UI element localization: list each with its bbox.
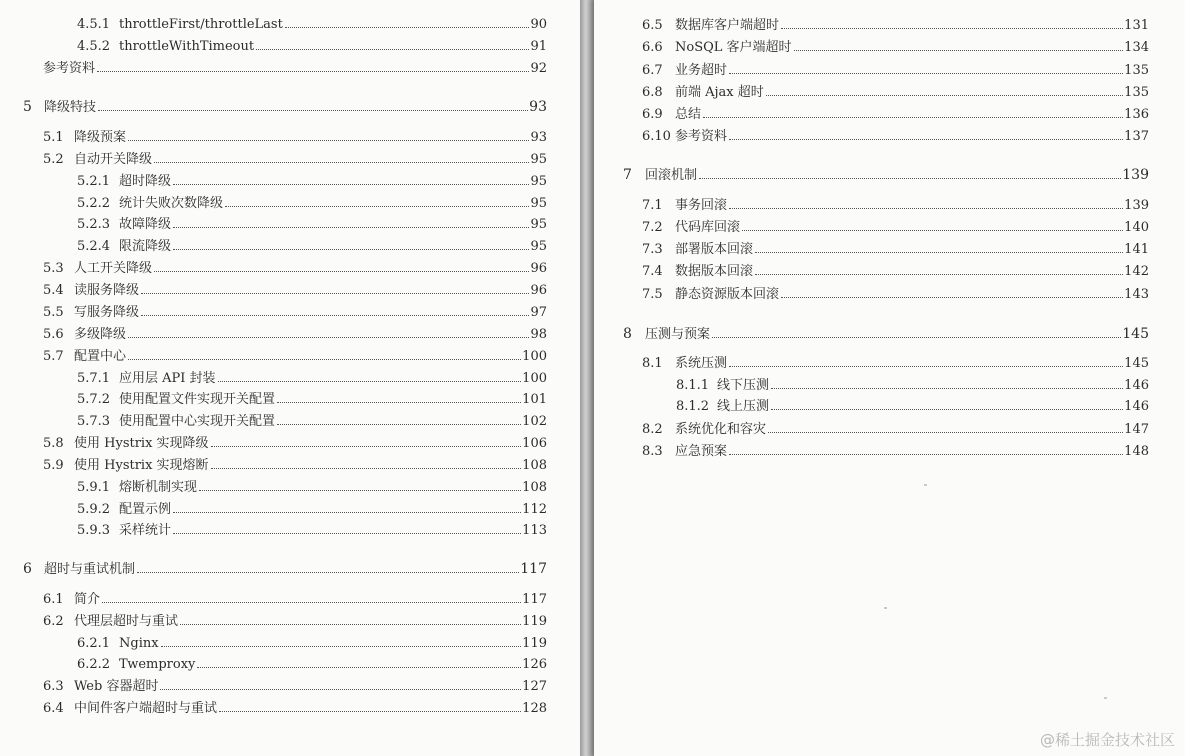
dot-leader <box>102 602 521 603</box>
toc-entry-number: 6.9 <box>642 107 663 122</box>
toc-entry-number: 5.7.2 <box>77 392 111 407</box>
toc-entry-number: 6 <box>23 561 32 577</box>
dot-leader <box>154 271 529 272</box>
dot-leader <box>173 227 529 228</box>
dot-leader <box>699 178 1121 179</box>
toc-entry-page-number: 91 <box>530 39 547 54</box>
dot-leader <box>180 624 521 625</box>
toc-entry-title: 使用配置文件实现开关配置 <box>119 392 276 407</box>
toc-entry-page-number: 134 <box>1124 40 1149 55</box>
toc-entry-number: 5.2.2 <box>77 196 111 211</box>
toc-entry <box>642 264 1149 280</box>
toc-entry <box>43 130 547 146</box>
dot-leader <box>729 366 1123 367</box>
dot-leader <box>211 446 522 447</box>
toc-entry-page-number: 101 <box>522 392 547 407</box>
toc-entry <box>77 39 547 55</box>
toc-entry-number: 6.2.2 <box>77 657 111 672</box>
toc-entry-page-number: 97 <box>530 305 547 320</box>
dot-leader <box>128 359 521 360</box>
toc-entry <box>676 399 1149 415</box>
toc-entry <box>43 327 547 343</box>
dot-leader <box>128 337 529 338</box>
toc-entry-page-number: 95 <box>530 152 547 167</box>
toc-entry-title: 事务回滚 <box>675 198 728 213</box>
toc-entry-page-number: 137 <box>1124 129 1149 144</box>
toc-entry-title: NoSQL 客户端超时 <box>675 40 792 55</box>
toc-entry <box>43 152 547 168</box>
toc-entry-page-number: 100 <box>522 349 547 364</box>
dot-leader <box>173 512 521 513</box>
toc-entry-title: 人工开关降级 <box>74 261 153 276</box>
toc-entry-title: 写服务降级 <box>74 305 140 320</box>
toc-entry <box>642 287 1149 303</box>
toc-entry-title: 使用 Hystrix 实现降级 <box>74 436 209 451</box>
toc-entry <box>43 614 547 630</box>
dot-leader <box>729 454 1123 455</box>
dot-leader <box>173 249 529 250</box>
toc-entry-number: 5 <box>23 99 32 115</box>
dot-leader <box>128 140 529 141</box>
dot-leader <box>285 27 530 28</box>
toc-entry-number: 5.9.2 <box>77 502 111 517</box>
dot-leader <box>771 409 1123 410</box>
toc-entry-page-number: 108 <box>522 458 547 473</box>
toc-entry <box>623 167 1149 184</box>
toc-entry <box>77 523 547 539</box>
dot-leader <box>141 293 529 294</box>
toc-entry-page-number: 102 <box>522 414 547 429</box>
toc-entry <box>23 561 547 578</box>
toc-entry <box>43 679 547 695</box>
toc-entry-title: Twemproxy <box>119 657 196 672</box>
toc-entry-page-number: 140 <box>1124 220 1149 235</box>
toc-entry <box>43 261 547 277</box>
toc-entry-number: 5.2 <box>43 152 64 167</box>
toc-entry <box>77 392 547 408</box>
toc-entry-number: 5.3 <box>43 261 64 276</box>
toc-entry-number: 4.5.2 <box>77 39 111 54</box>
toc-entry-title: 超时与重试机制 <box>44 562 136 577</box>
toc-entry-number: 6.5 <box>642 18 663 33</box>
toc-entry-title: 系统压测 <box>675 356 728 371</box>
toc-entry-page-number: 127 <box>522 679 547 694</box>
toc-entry <box>642 422 1149 438</box>
toc-entry-title: 应急预案 <box>675 444 728 459</box>
toc-entry-number: 6.7 <box>642 63 663 78</box>
toc-entry-title: 中间件客户端超时与重试 <box>74 701 218 716</box>
toc-entry-number: 5.5 <box>43 305 64 320</box>
toc-entry-page-number: 126 <box>522 657 547 672</box>
toc-entry-page-number: 145 <box>1124 356 1149 371</box>
watermark-text: @稀土掘金技术社区 <box>1039 731 1175 749</box>
toc-entry <box>77 502 547 518</box>
toc-entry <box>43 701 547 717</box>
toc-entry-number: 5.9.3 <box>77 523 111 538</box>
toc-entry-number: 7.2 <box>642 220 663 235</box>
dot-leader <box>277 424 521 425</box>
toc-entry-title: Web 容器超时 <box>74 679 159 694</box>
toc-entry-number: 5.2.3 <box>77 217 111 232</box>
toc-entry-number: 5.7.1 <box>77 371 111 386</box>
toc-entry <box>77 17 547 33</box>
dot-leader <box>729 73 1123 74</box>
toc-entry-title: throttleWithTimeout <box>119 39 255 54</box>
dot-leader <box>141 315 529 316</box>
toc-entry-title: 使用配置中心实现开关配置 <box>119 414 276 429</box>
toc-entry-title: 故障降级 <box>119 217 172 232</box>
toc-entry-number: 6.2 <box>43 614 64 629</box>
toc-entry <box>43 436 547 452</box>
toc-entry <box>642 444 1149 460</box>
toc-entry <box>77 371 547 387</box>
toc-entry-number: 8.1 <box>642 356 663 371</box>
dot-leader <box>199 490 521 491</box>
toc-entry-number: 6.1 <box>43 592 64 607</box>
toc-entry-title: 熔断机制实现 <box>119 480 198 495</box>
toc-entry <box>23 99 547 116</box>
toc-entry <box>77 480 547 496</box>
toc-entry-number: 5.6 <box>43 327 64 342</box>
toc-entry-page-number: 135 <box>1124 63 1149 78</box>
dot-leader <box>729 208 1123 209</box>
toc-entry-number: 8.1.2 <box>676 399 710 414</box>
toc-entry-number: 5.1 <box>43 130 64 145</box>
dot-leader <box>781 28 1123 29</box>
toc-entry-number: 5.2.4 <box>77 239 111 254</box>
dot-leader <box>219 711 521 712</box>
toc-entry-page-number: 113 <box>522 523 547 538</box>
toc-entry <box>43 458 547 474</box>
toc-entry <box>642 220 1149 236</box>
toc-entry-title: 限流降级 <box>119 239 172 254</box>
toc-entry-page-number: 131 <box>1124 18 1149 33</box>
toc-entry <box>642 18 1149 34</box>
dot-leader <box>97 71 529 72</box>
toc-entry-number: 4.5.1 <box>77 17 111 32</box>
toc-entry <box>642 356 1149 372</box>
toc-entry-title: 业务超时 <box>675 63 728 78</box>
toc-entry-title: 压测与预案 <box>645 327 711 342</box>
dot-leader <box>256 49 529 50</box>
dot-leader <box>137 572 519 573</box>
toc-entry <box>623 326 1149 343</box>
dot-leader <box>768 432 1123 433</box>
dot-leader <box>703 117 1123 118</box>
toc-entry <box>77 174 547 190</box>
toc-entry-page-number: 141 <box>1124 242 1149 257</box>
toc-entry-number: 7.4 <box>642 264 663 279</box>
toc-entry-number: 8.1.1 <box>676 378 710 393</box>
toc-entry <box>77 636 547 652</box>
dot-leader <box>755 252 1123 253</box>
toc-entry-page-number: 136 <box>1124 107 1149 122</box>
dot-leader <box>160 689 521 690</box>
toc-entry-number: 7.3 <box>642 242 663 257</box>
toc-entry-page-number: 148 <box>1124 444 1149 459</box>
toc-entry-title: 统计失败次数降级 <box>119 196 224 211</box>
toc-entry-title: 部署版本回滚 <box>675 242 754 257</box>
dot-leader <box>154 162 529 163</box>
toc-entry-title: 降级特技 <box>44 100 97 115</box>
toc-entry-number: 6.2.1 <box>77 636 111 651</box>
toc-entry-number: 6.10 <box>642 129 671 144</box>
toc-entry-page-number: 119 <box>522 636 547 651</box>
toc-entry-number: 8.3 <box>642 444 663 459</box>
toc-entry-number: 5.4 <box>43 283 64 298</box>
toc-entry-number: 5.9.1 <box>77 480 111 495</box>
toc-entry-page-number: 92 <box>530 61 547 76</box>
toc-entry <box>642 107 1149 123</box>
toc-entry-number: 5.7.3 <box>77 414 111 429</box>
toc-entry-number: 8 <box>623 326 632 342</box>
dot-leader <box>742 230 1123 231</box>
dot-leader <box>218 381 522 382</box>
dot-leader <box>781 297 1123 298</box>
toc-entry-number: 6.8 <box>642 85 663 100</box>
toc-entry-number: 8.2 <box>642 422 663 437</box>
toc-entry <box>642 242 1149 258</box>
toc-entry <box>43 349 547 365</box>
toc-entry-title: 前端 Ajax 超时 <box>675 85 764 100</box>
dot-leader <box>277 402 521 403</box>
toc-entry-title: 读服务降级 <box>74 283 140 298</box>
toc-entry-page-number: 100 <box>522 371 547 386</box>
toc-entry-page-number: 145 <box>1122 326 1149 342</box>
toc-entry-page-number: 135 <box>1124 85 1149 100</box>
toc-entry-page-number: 139 <box>1122 167 1149 183</box>
toc-entry-page-number: 117 <box>520 561 547 577</box>
toc-entry <box>642 129 1149 145</box>
toc-entry-number: 6.4 <box>43 701 64 716</box>
toc-entry-title: 参考资料 <box>675 129 728 144</box>
dot-leader <box>225 206 529 207</box>
toc-entry-title: 静态资源版本回滚 <box>675 287 780 302</box>
toc-entry-title: throttleFirst/throttleLast <box>119 17 283 32</box>
toc-entry-title: 线上压测 <box>717 399 770 414</box>
toc-entry <box>77 657 547 673</box>
toc-entry-title: 配置中心 <box>74 349 127 364</box>
dot-leader <box>766 95 1123 96</box>
toc-entry-title: 应用层 API 封装 <box>119 371 216 386</box>
dot-leader <box>173 533 521 534</box>
toc-entry-title: 系统优化和容灾 <box>675 422 767 437</box>
toc-entry-page-number: 93 <box>530 130 547 145</box>
toc-entry-page-number: 106 <box>522 436 547 451</box>
toc-entry <box>43 592 547 608</box>
toc-entry-title: 多级降级 <box>74 327 127 342</box>
toc-entry-title: 代码库回滚 <box>675 220 741 235</box>
toc-entry <box>77 239 547 255</box>
toc-entry-title: 代理层超时与重试 <box>74 614 179 629</box>
toc-entry <box>77 414 547 430</box>
toc-entry-title: 降级预案 <box>74 130 127 145</box>
toc-entry-title: 简介 <box>74 592 101 607</box>
dot-leader <box>197 667 521 668</box>
toc-entry-number: 5.8 <box>43 436 64 451</box>
toc-entry-number: 7 <box>623 167 632 183</box>
dot-leader <box>794 50 1124 51</box>
toc-entry-title: 参考资料 <box>43 61 96 76</box>
toc-entry-page-number: 95 <box>530 217 547 232</box>
dot-leader <box>173 184 529 185</box>
dot-leader <box>771 388 1123 389</box>
toc-entry-page-number: 117 <box>522 592 547 607</box>
toc-entry <box>43 61 547 77</box>
toc-entry-title: 使用 Hystrix 实现熔断 <box>74 458 209 473</box>
toc-entry <box>77 196 547 212</box>
dot-leader <box>729 139 1123 140</box>
toc-entry-page-number: 139 <box>1124 198 1149 213</box>
toc-entry-title: 采样统计 <box>119 523 172 538</box>
toc-entry-number: 7.5 <box>642 287 663 302</box>
toc-entry-number: 5.2.1 <box>77 174 111 189</box>
toc-entry-title: 线下压测 <box>717 378 770 393</box>
toc-entry-page-number: 112 <box>522 502 547 517</box>
toc-entry-page-number: 128 <box>522 701 547 716</box>
toc-entry-page-number: 143 <box>1124 287 1149 302</box>
toc-entry-title: 配置示例 <box>119 502 172 517</box>
toc-entry-number: 5.9 <box>43 458 64 473</box>
toc-page-left <box>0 0 580 756</box>
toc-entry-number: 6.3 <box>43 679 64 694</box>
toc-entry-page-number: 96 <box>530 261 547 276</box>
toc-entry-title: 数据库客户端超时 <box>675 18 780 33</box>
toc-entry-page-number: 96 <box>530 283 547 298</box>
toc-entry-page-number: 119 <box>522 614 547 629</box>
toc-entry-title: 自动开关降级 <box>74 152 153 167</box>
toc-entry-page-number: 98 <box>530 327 547 342</box>
toc-entry <box>43 305 547 321</box>
toc-entry-page-number: 95 <box>530 174 547 189</box>
toc-entry-page-number: 90 <box>530 17 547 32</box>
toc-entry <box>43 283 547 299</box>
dot-leader <box>211 468 522 469</box>
book-gutter <box>580 0 594 756</box>
toc-entry-page-number: 147 <box>1124 422 1149 437</box>
toc-entry <box>642 85 1149 101</box>
toc-entry-page-number: 95 <box>530 239 547 254</box>
dot-leader <box>712 337 1121 338</box>
toc-entry-title: 数据版本回滚 <box>675 264 754 279</box>
toc-entry-number: 6.6 <box>642 40 663 55</box>
toc-page-right <box>594 0 1185 756</box>
toc-entry <box>642 63 1149 79</box>
dot-leader <box>161 646 522 647</box>
dot-leader <box>755 274 1123 275</box>
toc-entry-page-number: 93 <box>529 99 547 115</box>
toc-entry-page-number: 146 <box>1124 399 1149 414</box>
toc-entry-page-number: 142 <box>1124 264 1149 279</box>
toc-entry-number: 5.7 <box>43 349 64 364</box>
toc-entry <box>676 378 1149 394</box>
toc-entry <box>77 217 547 233</box>
toc-entry-title: 超时降级 <box>119 174 172 189</box>
toc-entry-title: Nginx <box>119 636 159 651</box>
toc-entry-title: 回滚机制 <box>645 168 698 183</box>
toc-entry-title: 总结 <box>675 107 702 122</box>
dot-leader <box>98 110 528 111</box>
toc-entry-number: 7.1 <box>642 198 663 213</box>
toc-entry <box>642 40 1149 56</box>
toc-entry <box>642 198 1149 214</box>
toc-entry-page-number: 95 <box>530 196 547 211</box>
toc-entry-page-number: 146 <box>1124 378 1149 393</box>
toc-entry-page-number: 108 <box>522 480 547 495</box>
